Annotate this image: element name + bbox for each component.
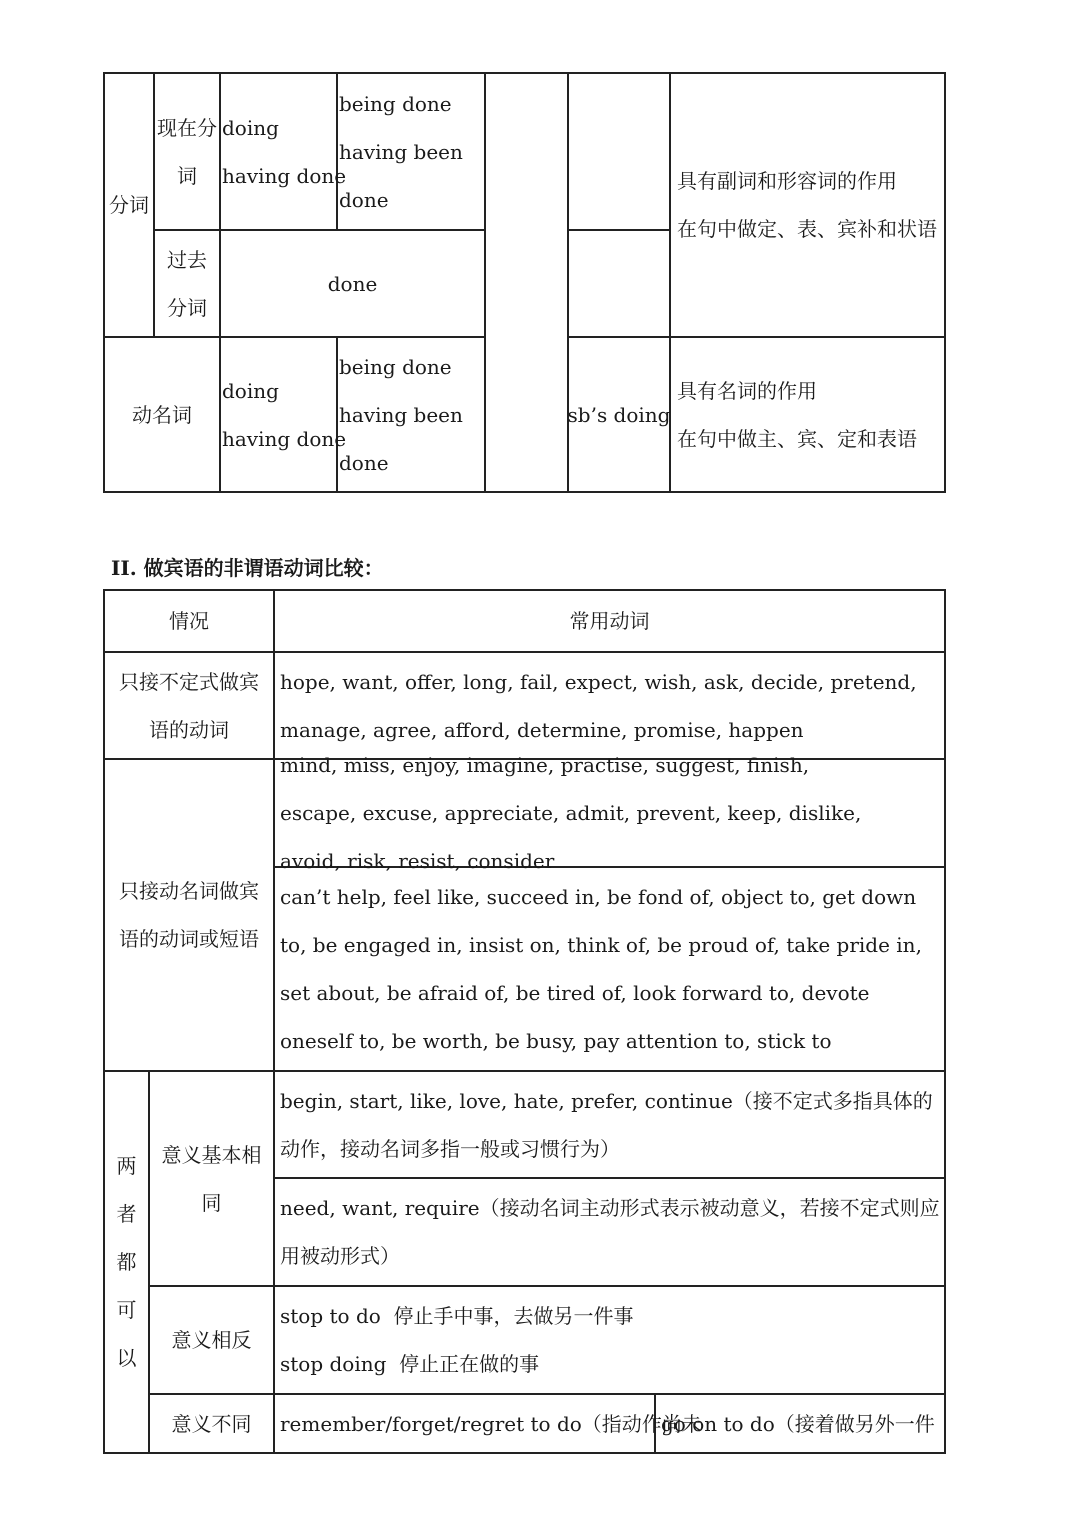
- present-participle-label: 现在分词: [157, 115, 217, 188]
- gerund-logical-subject: sb’s doing: [567, 402, 671, 427]
- opposite-meaning-label: 意义相反: [171, 1328, 252, 1352]
- table-border: [568, 229, 670, 231]
- participle-label: 分词: [109, 193, 149, 217]
- different-meaning-label: 意义不同: [171, 1411, 252, 1436]
- both-label: 两者都可以: [116, 1154, 137, 1370]
- participle-function: 具有副词和形容词的作用 在句中做定、表、宾补和状语: [677, 169, 937, 241]
- gerund-passive: being done having been done: [339, 354, 463, 475]
- gerund-forms: doing having done: [222, 378, 347, 451]
- table-border: [273, 589, 275, 1454]
- opposite-meaning-content: stop to do 停止手中事，去做另一件事 stop doing 停止正在做的事: [280, 1304, 634, 1376]
- past-participle-form: done: [327, 271, 378, 296]
- section-heading: II. 做宾语的非谓语动词比较：: [111, 556, 384, 580]
- gerund-only-phrases: can’t help, feel like, succeed in, be fond of, object to, get down to, be engaged in, insist on, think of, be proud of, take pride in, set about, be afraid of, be tired of, look forward to, devote oneself to, be worth, be busy, pay attention to, stick to: [280, 885, 922, 1053]
- table-border: [944, 589, 946, 1454]
- table-border: [103, 491, 946, 493]
- gerund-function: 具有名词的作用 在句中做主、宾、定和表语: [677, 378, 917, 451]
- same-meaning-item2: need, want, require（接动名词主动形式表示被动意义，若接不定式则应用被动形式）: [280, 1196, 940, 1268]
- table-border: [103, 1452, 946, 1454]
- different-meaning-left: remember/forget/regret to do（指动作尚未: [280, 1411, 702, 1436]
- header-situation: 情况: [169, 609, 209, 633]
- infinitive-only-verbs: hope, want, offer, long, fail, expect, wish, ask, decide, pretend, manage, agree, afford, determine, promise, happen: [280, 669, 917, 742]
- table-border: [944, 72, 946, 493]
- present-participle-forms: doing having done: [222, 115, 347, 188]
- gerund-only-label: 只接动名词做宾语的动词或短语: [119, 879, 259, 951]
- gerund-only-verbs: mind, miss, enjoy, imagine, practise, suggest, finish, escape, excuse, appreciate, admit, prevent, keep, dislike, avoid, risk, resist, consider: [280, 753, 862, 873]
- same-meaning-item1: begin, start, like, love, hate, prefer, continue（接不定式多指具体的动作，接动名词多指一般或习惯行为）: [280, 1088, 933, 1161]
- header-common-verbs: 常用动词: [569, 609, 650, 633]
- present-participle-passive: being done having been done: [339, 91, 463, 212]
- table-border: [484, 72, 486, 493]
- infinitive-only-label: 只接不定式做宾语的动词: [119, 669, 259, 742]
- past-participle-label: 过去分词: [167, 247, 207, 320]
- same-meaning-label: 意义基本相同: [161, 1142, 262, 1215]
- gerund-label: 动名词: [132, 402, 192, 427]
- different-meaning-right: go on to do（接着做另外一件: [661, 1411, 935, 1436]
